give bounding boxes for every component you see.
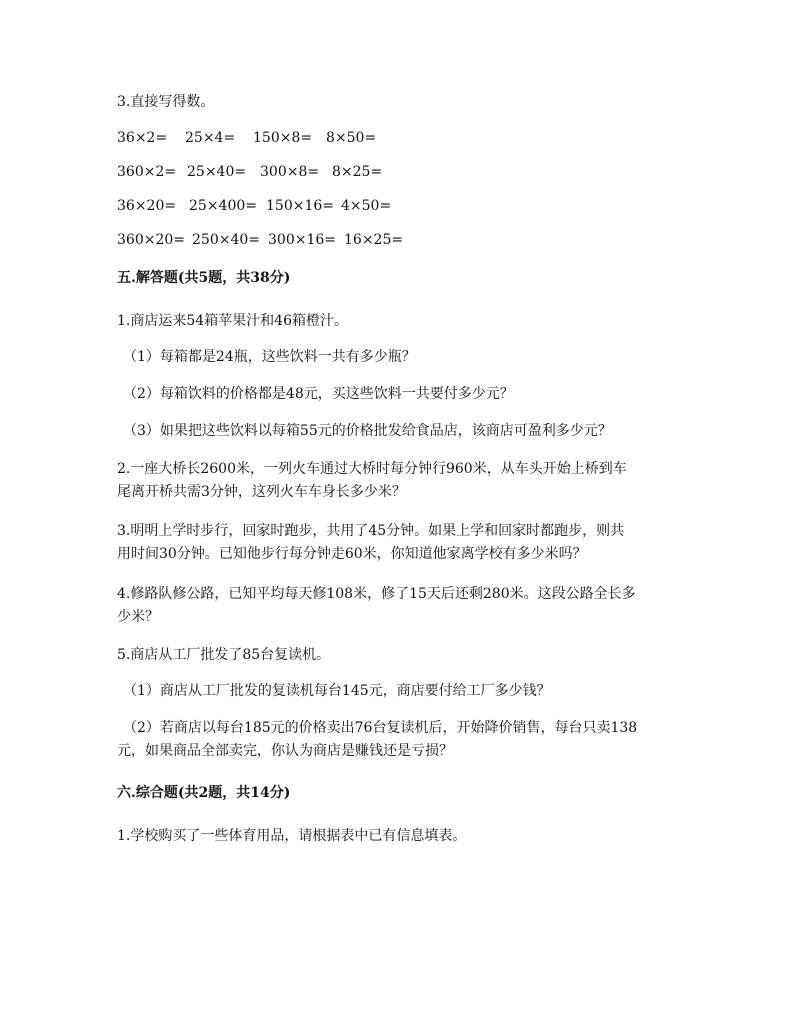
q4-line-2: 少米？ (117, 609, 159, 625)
q1-part-1: （1）每箱都是24瓶，这些饮料一共有多少瓶？ (123, 349, 416, 365)
section-5-heading: 五.解答题(共5题，共38分) (117, 270, 291, 286)
s6-q1: 1.学校购买了一些体育用品，请根据表中已有信息填表。 (117, 828, 467, 844)
calc-item: 300×16= (268, 232, 336, 248)
q2-line-1: 2.一座大桥长2600米，一列火车通过大桥时每分钟行960米，从车头开始上桥到车 (117, 461, 627, 477)
q5-part-2-line-1: （2）若商店以每台185元的价格卖出76台复读机后，开始降价销售，每台只卖138 (123, 720, 638, 736)
q1-stem: 1.商店运来54箱苹果汁和46箱橙汁。 (117, 313, 348, 329)
calc-row-1 (117, 128, 376, 148)
q1-part-2: （2）每箱饮料的价格都是48元，买这些饮料一共要付多少元？ (123, 386, 514, 402)
section-3-title: 3.直接写得数。 (117, 94, 215, 110)
calc-item: 8×50= (326, 130, 377, 146)
calc-row-4 (117, 230, 403, 250)
calc-row-3 (117, 196, 391, 216)
q3-line-1: 3.明明上学时步行，回家时跑步，共用了45分钟。如果上学和回家时都跑步，则共 (117, 523, 625, 539)
calc-item: 25×400= (189, 198, 257, 214)
q4-line-1: 4.修路队修公路，已知平均每天修108米，修了15天后还剩280米。这段公路全长多 (117, 586, 636, 602)
section-6-heading: 六.综合题(共2题，共14分) (117, 785, 291, 801)
calc-item: 36×20= (117, 198, 177, 214)
q5-stem: 5.商店从工厂批发了85台复读机。 (117, 647, 331, 663)
calc-item: 36×2= (117, 130, 168, 146)
calc-item: 25×4= (185, 130, 236, 146)
calc-row-2 (117, 162, 382, 182)
calc-item: 4×50= (341, 198, 392, 214)
calc-item: 250×40= (192, 232, 260, 248)
calc-item: 25×40= (187, 164, 247, 180)
q3-line-2: 用时间30分钟。已知他步行每分钟走60米，你知道他家离学校有多少米吗？ (117, 546, 587, 562)
calc-item: 8×25= (332, 164, 383, 180)
calc-item: 300×8= (260, 164, 320, 180)
q2-line-2: 尾离开桥共需3分钟，这列火车车身长多少米？ (117, 484, 406, 500)
q1-part-3: （3）如果把这些饮料以每箱55元的价格批发给食品店，该商店可盈利多少元？ (123, 423, 612, 439)
calc-item: 360×2= (117, 164, 177, 180)
calc-item: 16×25= (344, 232, 404, 248)
calc-item: 360×20= (117, 232, 185, 248)
calc-item: 150×16= (266, 198, 334, 214)
q5-part-1: （1）商店从工厂批发的复读机每台145元，商店要付给工厂多少钱？ (123, 683, 551, 699)
calc-item: 150×8= (253, 130, 313, 146)
q5-part-2-line-2: 元，如果商品全部卖完，你认为商店是赚钱还是亏损？ (117, 743, 453, 759)
